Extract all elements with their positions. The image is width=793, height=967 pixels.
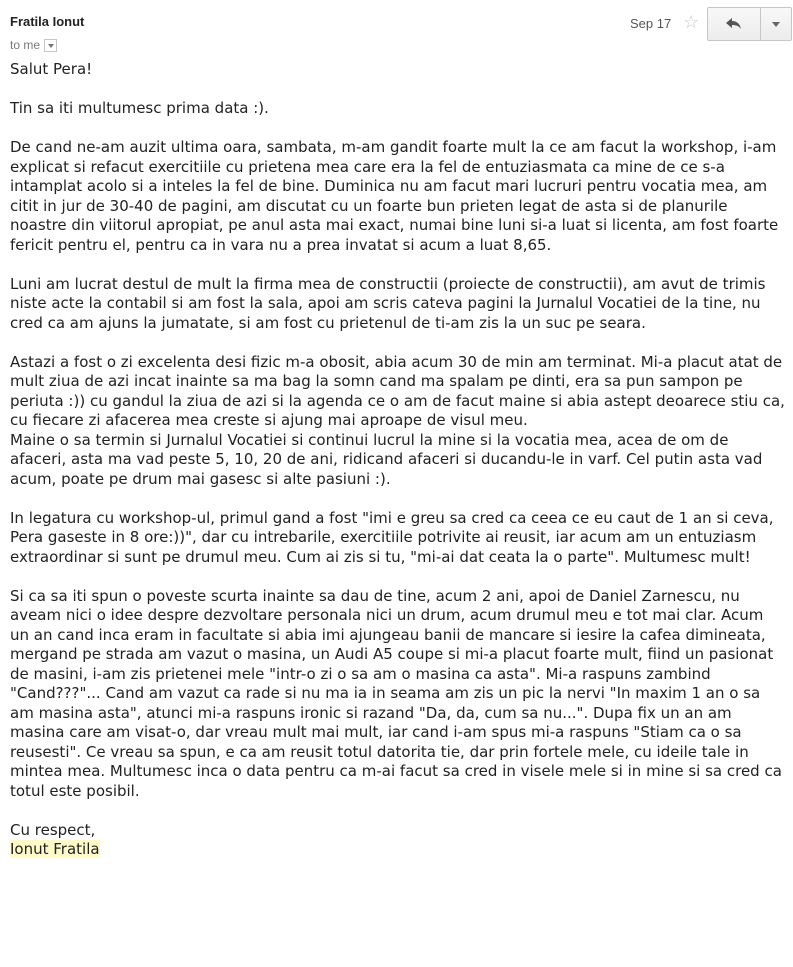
paragraph-thanks: Tin sa iti multumesc prima data :).	[10, 99, 269, 117]
message-header	[0, 0, 793, 62]
recipient-line	[10, 38, 57, 52]
chevron-down-icon	[772, 22, 780, 27]
message-actions	[707, 7, 792, 41]
signature-name-line	[10, 840, 785, 860]
reply-button[interactable]	[708, 8, 761, 40]
message-date[interactable]: Sep 17	[630, 16, 672, 31]
reply-arrow-icon	[726, 18, 742, 30]
signature-block	[10, 821, 785, 860]
show-details-icon[interactable]	[44, 39, 57, 52]
signature-name: Ionut Fratila	[10, 840, 100, 858]
star-icon[interactable]: ☆	[683, 12, 700, 32]
paragraph-story: Si ca sa iti spun o poveste scurta inainte sa dau de tine, acum 2 ani, apoi de Daniel Zarnescu, nu aveam nici o idee despre dezvoltare personala nici un drum, acum drumul meu e tot mai clar. Acum un an cand inca eram in facultate si abia imi ajungeau banii de mancare si iesire la cafea dimineata, mergand pe strada am vazut o masina, un Audi A5 coupe si mi-a placut foarte mult, fiind un pasionat de masini, i-am zis prietenei mele "intr-o zi o sa am o masina ca asta". Mi-a raspuns zambind "Cand???"... Cand am vazut ca rade si nu ma ia in seama am zis un pic la nervi "In maxim 1 an o sa am masina asta", atunci mi-a raspuns ironic si razand "Da, da, cum sa nu...". Dupa fix un an am masina care am visat-o, dar vreau mult mai mult, iar cand i-am spus mi-a raspuns "Stiam ca o sa reusesti". Ce vreau sa spun, e ca am reusit totul datorita tie, dar prin fortele mele, cu ideile tale in mintea mea. Multumesc inca o data pentru ca m-ai facut sa cred in visele mele si in mine si sa cred ca totul este posibil.	[10, 586, 782, 800]
sender-name[interactable]: Fratila Ionut	[10, 14, 85, 29]
paragraph-today: Astazi a fost o zi excelenta desi fizic m-a obosit, abia acum 30 de min am terminat. Mi-a placut atat de mult ziua de azi incat inainte sa ma bag la somn cand ma spalam pe dinti, era sa pun sampon pe periuta :)) cu gandul la ziua de azi si la agenda ce o am de facut maine si abia astept deoarece stiu ca, cu fiecare zi afacerea mea creste si ajung mai aproape de visul meu.	[10, 352, 785, 429]
paragraph-monday: Luni am lucrat destul de mult la firma mea de constructii (proiecte de constructii), am avut de trimis niste acte la contabil si am fost la sala, apoi am scris cateva pagini la Jurnalul Vocatiei de la tine, nu cred ca am ajuns la jumatate, si am fost cu prietenul de ti-am zis la un suc pe seara.	[10, 274, 766, 332]
paragraph-weekend: De cand ne-am auzit ultima oara, sambata, m-am gandit foarte mult la ce am facut la workshop, i-am explicat si refacut exercitiile cu prietena mea care era la fel de entuziasmata ca mine de ce s-a intamplat acolo si a inteles la fel de bine. Duminica nu am facut mari lucruri pentru vocatia mea, am citit in jur de 30-40 de pagini, am discutat cu un foarte bun prieten legat de asta si de planurile noastre din viitorul apropiat, pe anul asta mai exact, numai bine luni si-a luat si licenta, am fost foarte fericit pentru el, pentru ca in vara nu a prea invatat si acum a luat 8,65.	[10, 138, 779, 254]
closing: Cu respect,	[10, 820, 96, 839]
greeting: Salut Pera!	[10, 60, 93, 78]
more-button[interactable]	[761, 8, 791, 40]
message-body	[10, 60, 785, 860]
paragraph-workshop: In legatura cu workshop-ul, primul gand a fost "imi e greu sa cred ca ceea ce eu caut de 1 an si ceva, Pera gaseste in 8 ore:))", dar cu intrebarile, exercitiile potrivite ai reusit, iar acum am un entuziasm extraordinar si sunt pe drumul meu. Cum ai zis si tu, "mi-ai dat ceata la o parte". Multumesc mult!	[10, 508, 774, 566]
recipient-label: to me	[10, 38, 41, 52]
paragraph-tomorrow: Maine o sa termin si Jurnalul Vocatiei si continui lucrul la mine si la vocatia mea, acea de om de afaceri, asta ma vad peste 5, 10, 20 de ani, ridicand afaceri si ducandu-le in varf. Cel putin asta vad acum, poate pe drum mai gasesc si alte pasiuni :).	[10, 430, 763, 488]
